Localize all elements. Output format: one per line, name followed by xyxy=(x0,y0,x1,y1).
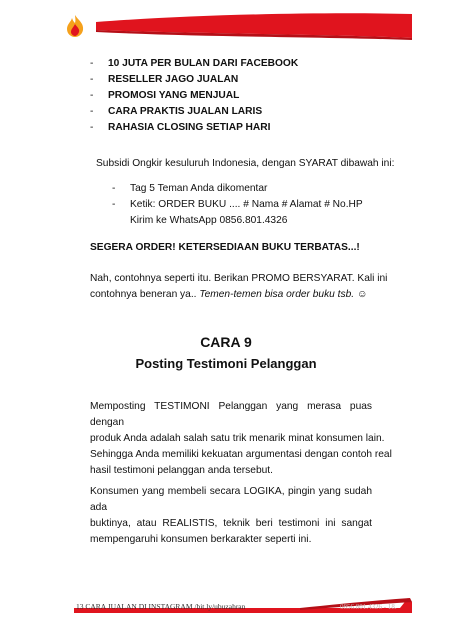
paragraph-line: buktinya, atau REALISTIS, teknik beri testimoni ini sangat xyxy=(90,518,372,529)
list-item: - CARA PRAKTIS JUALAN LARIS xyxy=(90,106,263,117)
list-item: - PROMOSI YANG MENJUAL xyxy=(90,90,240,101)
example-line-1: Nah, contohnya seperti itu. Berikan PROMO BERSYARAT. Kali ini xyxy=(90,273,388,284)
paragraph-line: Memposting TESTIMONI Pelanggan yang merasa puas dengan xyxy=(90,401,372,428)
paragraph-testimoni xyxy=(90,399,392,479)
smiley-icon: ☺ xyxy=(356,289,368,300)
paragraph-line: produk Anda adalah salah satu trik menarik minat konsumen lain. xyxy=(90,433,385,444)
feature-list xyxy=(90,56,298,136)
section-title: Posting Testimoni Pelanggan xyxy=(135,356,317,371)
paragraph-line: hasil testimoni pelanggan anda tersebut. xyxy=(90,465,273,476)
paragraph-konsumen xyxy=(90,484,372,548)
flame-logo-icon xyxy=(64,14,86,38)
list-item: - RESELLER JAGO JUALAN xyxy=(90,74,239,85)
list-item: - 10 JUTA PER BULAN DARI FACEBOOK xyxy=(90,58,299,69)
list-item-continuation: Kirim ke WhatsApp 0856.801.4326 xyxy=(130,215,288,226)
paragraph-line: mempengaruhi konsumen berkarakter seperti ini. xyxy=(90,534,312,545)
list-item: - RAHASIA CLOSING SETIAP HARI xyxy=(90,122,271,133)
conditions-list xyxy=(112,181,363,229)
list-item: - Ketik: ORDER BUKU .... # Nama # Alamat # No.HP xyxy=(112,199,363,210)
example-line-2: contohnya beneran ya.. Temen-temen bisa order buku tsb. ☺ xyxy=(90,289,368,300)
urgency-text: SEGERA ORDER! KETERSEDIAAN BUKU TERBATAS...! xyxy=(90,242,360,253)
list-item: - Tag 5 Teman Anda dikomentar xyxy=(112,183,268,194)
paragraph-line: Konsumen yang membeli secara LOGIKA, pingin yang sudah ada xyxy=(90,486,372,513)
footer-text: 13 CARA JUALAN DI INSTAGRAM /bit.ly/ubuzahran xyxy=(76,602,246,611)
paragraph-line: Sehingga Anda memiliki kekuatan argumentasi dengan contoh real xyxy=(90,449,392,460)
subsidi-text: Subsidi Ongkir kesuluruh Indonesia, dengan SYARAT dibawah ini: xyxy=(96,158,395,169)
footer-phone: 0856.801.4326 - 18. xyxy=(340,603,397,611)
section-number: CARA 9 xyxy=(200,334,252,350)
example-paragraph xyxy=(90,271,387,303)
